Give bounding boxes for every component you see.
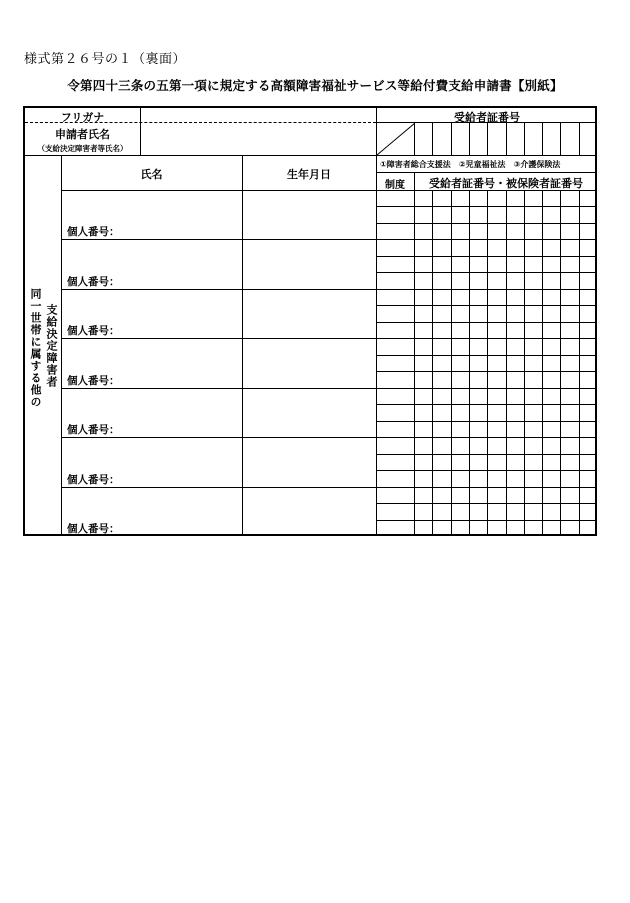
personal-number-label: 個人番号： — [67, 226, 120, 239]
member-dob-input[interactable] — [243, 487, 376, 536]
system-cell[interactable] — [377, 388, 414, 404]
certificate-number-cells[interactable] — [415, 223, 597, 239]
system-cell[interactable] — [377, 421, 414, 437]
personal-number-label: 個人番号： — [67, 473, 120, 486]
household-side-label-outer: 同一世帯に属する他の — [29, 288, 42, 408]
member-dob-input[interactable] — [243, 239, 376, 288]
system-cell[interactable] — [377, 239, 414, 255]
dob-column-header: 生年月日 — [287, 168, 331, 181]
certificate-number-cells[interactable] — [415, 289, 597, 305]
law-options-label: ①障害者総合支援法 ②児童福祉法 ③介護保険法 — [380, 160, 561, 169]
certificate-number-cells[interactable] — [415, 520, 597, 536]
member-dob-input[interactable] — [243, 388, 376, 437]
personal-number-label: 個人番号： — [67, 275, 120, 288]
certificate-number-cells[interactable] — [415, 305, 597, 321]
name-column-header: 氏名 — [140, 168, 163, 181]
certificate-number-cells[interactable] — [415, 338, 597, 354]
member-name-input[interactable] — [62, 388, 242, 419]
system-cell[interactable] — [377, 305, 414, 321]
member-dob-input[interactable] — [243, 289, 376, 338]
system-cell[interactable] — [377, 355, 414, 371]
system-cell[interactable] — [377, 223, 414, 239]
recipient-number-label: 受給者証番号 — [454, 111, 520, 124]
system-cell[interactable] — [377, 272, 414, 288]
certificate-number-cells[interactable] — [415, 206, 597, 222]
system-cell[interactable] — [377, 190, 414, 206]
member-name-input[interactable] — [62, 190, 242, 221]
system-cell[interactable] — [377, 520, 414, 536]
applicant-name-label: 申請者氏名 — [55, 128, 110, 141]
system-cell[interactable] — [377, 487, 414, 503]
personal-number-label: 個人番号： — [67, 325, 120, 338]
system-cell[interactable] — [377, 206, 414, 222]
certificate-number-cells[interactable] — [415, 487, 597, 503]
certificate-number-cells[interactable] — [415, 503, 597, 519]
certificate-number-cells[interactable] — [415, 322, 597, 338]
diagonal-slash — [377, 123, 415, 155]
certificate-number-cells[interactable] — [415, 355, 597, 371]
household-side-label-inner: 支給決定障害者 — [45, 304, 58, 388]
member-name-input[interactable] — [62, 487, 242, 518]
applicant-name-sublabel: （支給決定障害者等氏名） — [37, 144, 128, 153]
member-dob-input[interactable] — [243, 338, 376, 387]
system-cell[interactable] — [377, 454, 414, 470]
system-cell[interactable] — [377, 503, 414, 519]
system-column-header: 制度 — [385, 180, 405, 191]
application-table — [23, 106, 597, 536]
system-cell[interactable] — [377, 371, 414, 387]
member-dob-input[interactable] — [243, 437, 376, 486]
system-cell[interactable] — [377, 338, 414, 354]
certificate-number-cells[interactable] — [415, 404, 597, 420]
system-cell[interactable] — [377, 322, 414, 338]
document-title: 令第四十三条の五第一項に規定する高額障害福祉サービス等給付費支給申請書【別紙】 — [67, 78, 563, 93]
certificate-number-cells[interactable] — [415, 239, 597, 255]
member-name-input[interactable] — [62, 437, 242, 468]
certificate-number-cells[interactable] — [415, 371, 597, 387]
furigana-input[interactable] — [141, 108, 376, 122]
certificate-number-cells[interactable] — [415, 454, 597, 470]
member-dob-input[interactable] — [243, 190, 376, 239]
personal-number-label: 個人番号： — [67, 424, 120, 437]
member-name-input[interactable] — [62, 239, 242, 270]
certificate-number-cells[interactable] — [415, 421, 597, 437]
form-number: 様式第２６号の１（裏面） — [24, 52, 187, 67]
system-cell[interactable] — [377, 437, 414, 453]
applicant-name-input[interactable] — [141, 123, 376, 155]
certificate-number-cells[interactable] — [415, 437, 597, 453]
certificate-number-cells[interactable] — [415, 256, 597, 272]
certificate-number-cells[interactable] — [415, 190, 597, 206]
system-cell[interactable] — [377, 289, 414, 305]
furigana-label: フリガナ — [60, 111, 105, 124]
member-name-input[interactable] — [62, 338, 242, 369]
certificate-number-header: 受給者証番号・被保険者証番号 — [429, 177, 583, 190]
system-cell[interactable] — [377, 470, 414, 486]
personal-number-label: 個人番号： — [67, 523, 120, 535]
member-name-input[interactable] — [62, 289, 242, 320]
certificate-number-cells[interactable] — [415, 470, 597, 486]
system-cell[interactable] — [377, 404, 414, 420]
recipient-number-cells[interactable] — [414, 123, 597, 155]
system-cell[interactable] — [377, 256, 414, 272]
certificate-number-cells[interactable] — [415, 272, 597, 288]
certificate-number-cells[interactable] — [415, 388, 597, 404]
personal-number-label: 個人番号： — [67, 374, 120, 387]
